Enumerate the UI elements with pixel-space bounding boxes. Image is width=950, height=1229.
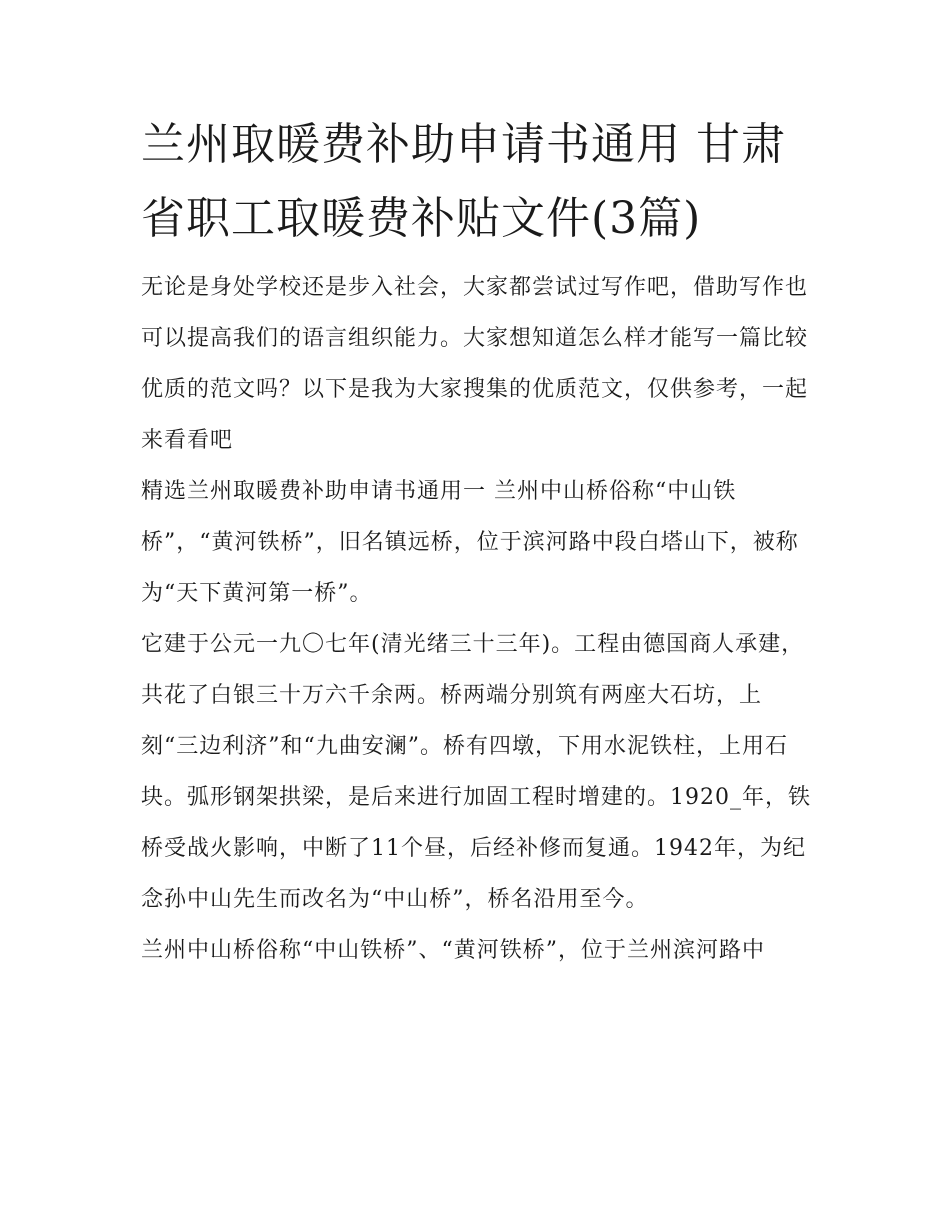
paragraph-intro: 无论是身处学校还是步入社会，大家都尝试过写作吧，借助写作也可以提高我们的语言组织能力。大家想知道怎么样才能写一篇比较优质的范文吗？以下是我为大家搜集的优质范文，仅供参考，一起来看看吧 [141,275,809,453]
document-title: 兰州取暖费补助申请书通用 甘肃省职工取暖费补贴文件(3篇) [141,119,786,244]
paragraph-bridge-history: 它建于公元一九〇七年(清光绪三十三年)。工程由德国商人承建，共花了白银三十万六千余两。桥两端分别筑有两座大石坊，上刻“三边利济”和“九曲安澜”。桥有四墩，下用水泥铁柱，上用石块。弧形钢架拱梁，是后来进行加固工程时增建的。1920_年，铁桥受战火影响，中断了11个昼，后经补修而复通。1942年，为纪念孙中山先生而改名为“中山桥”，桥名沿用至今。 [141,632,811,912]
paragraph-bridge-intro: 精选兰州取暖费补助申请书通用一 兰州中山桥俗称“中山铁桥”，“黄河铁桥”，旧名镇远桥，位于滨河路中段白塔山下，被称为“天下黄河第一桥”。 [141,479,799,606]
document-page [141,108,813,976]
paragraph-bridge-description: 兰州中山桥俗称“中山铁桥”、“黄河铁桥”，位于兰州滨河路中 [141,938,765,963]
